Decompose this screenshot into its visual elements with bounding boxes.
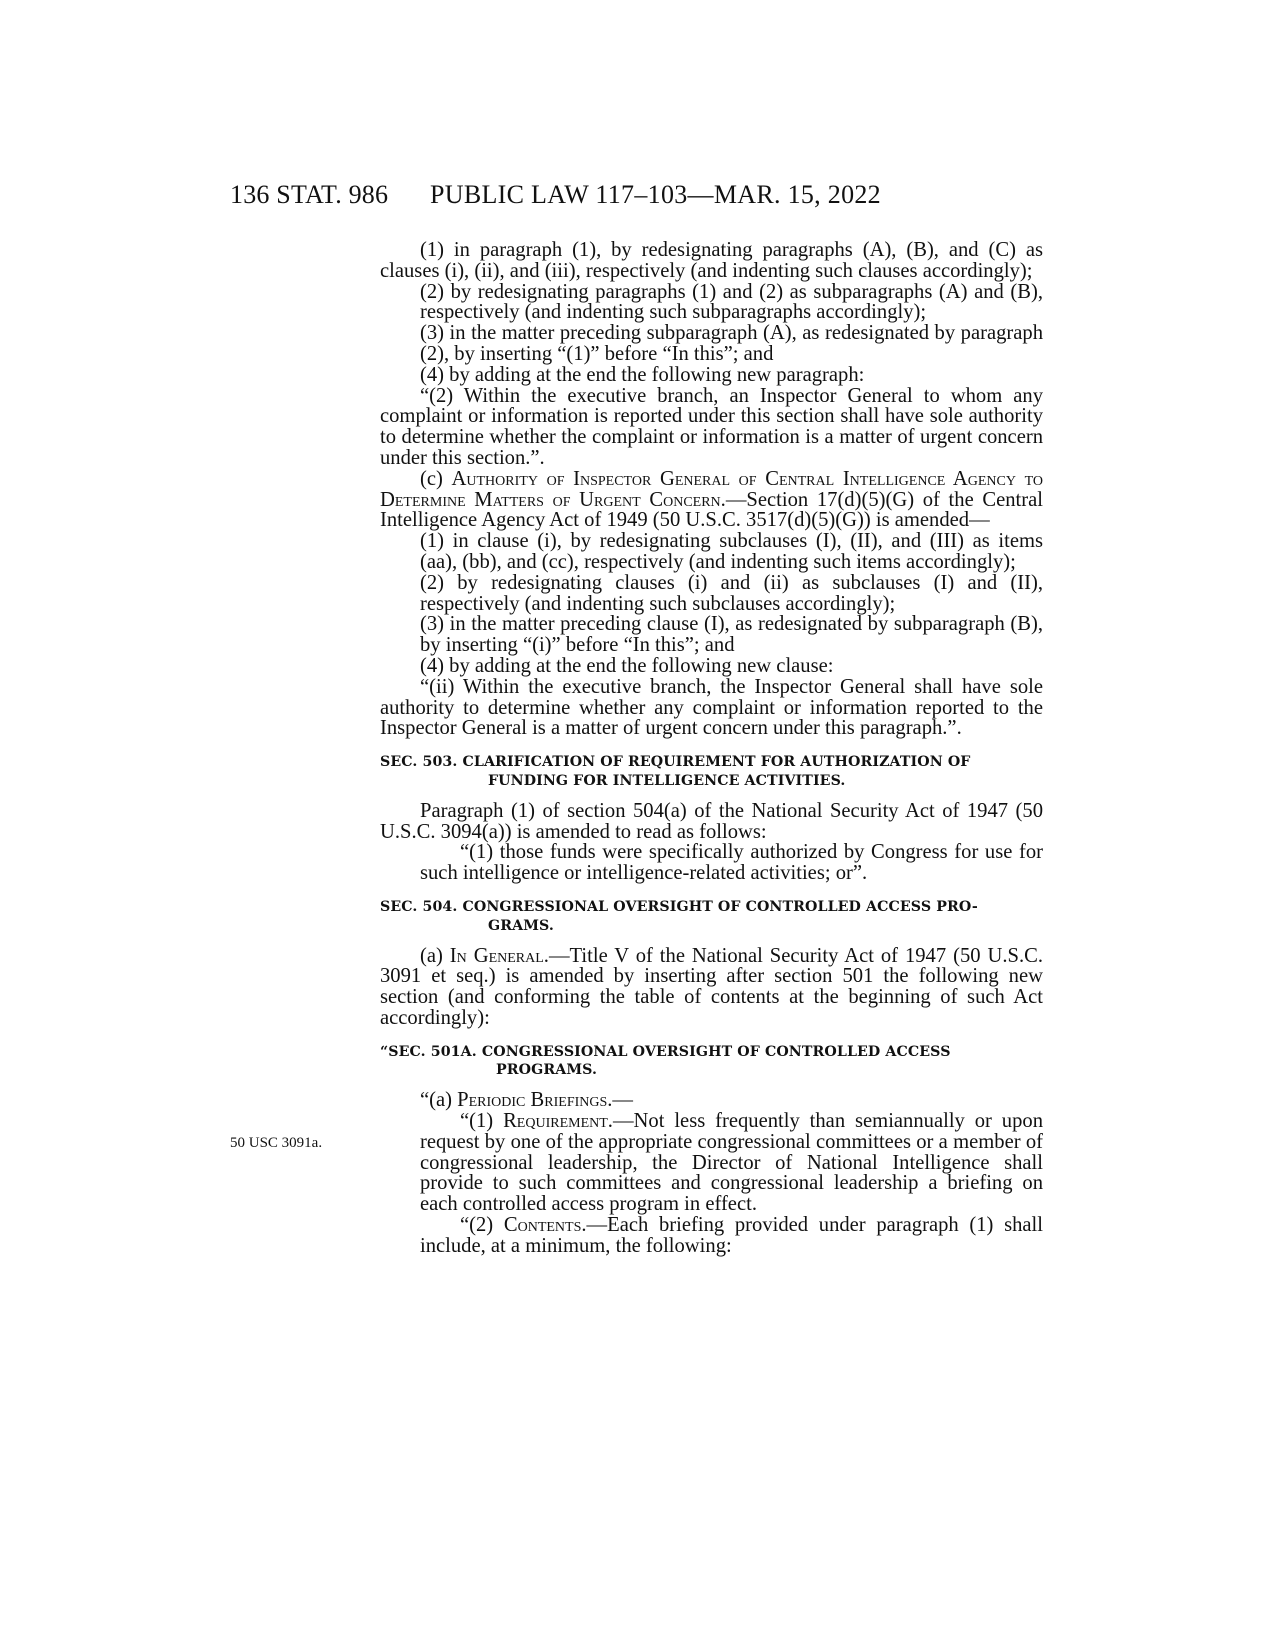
section-501a-heading-line-2: PROGRAMS. [496, 1062, 598, 1079]
section-504-subsection-a-heading: In General. [449, 944, 549, 967]
section-504-heading-line-2: GRAMS. [488, 917, 554, 934]
requirement-paragraph [380, 1111, 1043, 1215]
page-header [0, 180, 1275, 220]
quoted-new-clause-ii: “(ii) Within the executive branch, the Inspector General shall have sole authority to determine whether any complaint or information reported to the Inspector General is a matter of urgent concern under this paragraph.”. [380, 675, 1043, 740]
amendment-paragraph-1: (1) in paragraph (1), by redesignating paragraphs (A), (B), and (C) as clauses (i), (ii), and (iii), respectively (and indenting such clauses accordingly); [380, 239, 1043, 282]
contents-text: —Each briefing provided under paragraph (1) shall include, at a minimum, the following: [420, 1214, 1043, 1257]
section-503-text: Paragraph (1) of section 504(a) of the National Security Act of 1947 (50 U.S.C. 3094(a)) is amended to read as follows: [380, 799, 1043, 843]
section-501a-heading-line-1: “SEC. 501A. CONGRESSIONAL OVERSIGHT OF CONTROLLED ACCESS [380, 1043, 951, 1060]
requirement-prefix: “(1) [460, 1110, 504, 1133]
statute-body [380, 240, 1043, 1257]
subsection-c-item-1-text: (1) in clause (i), by redesignating subclauses (I), (II), and (III) as items (aa), (bb), and (cc), respectively (and indenting such items accordingly); [420, 530, 1043, 573]
section-504-heading-line-1: SEC. 504. CONGRESSIONAL OVERSIGHT OF CONTROLLED ACCESS PRO- [380, 898, 978, 915]
amendment-paragraph-4 [380, 365, 1043, 386]
contents-paragraph [380, 1215, 1043, 1257]
periodic-briefings-title: Periodic Briefings. [457, 1089, 613, 1112]
amendment-paragraph-4-text: (4) by adding at the end the following new paragraph: [420, 363, 865, 386]
subsection-c-item-3 [380, 614, 1043, 656]
section-503-heading [380, 753, 1043, 791]
subsection-c-item-3-text: (3) in the matter preceding clause (I), as redesignated by subparagraph (B), by inserting “(i)” before “In this”; and [420, 613, 1043, 657]
periodic-briefings-heading [380, 1090, 1043, 1111]
margin-citation: 50 USC 3091a. [230, 1135, 323, 1151]
periodic-briefings-prefix: “(a) [420, 1089, 458, 1112]
section-503-quoted-text: “(1) those funds were specifically authorized by Congress for use for such intelligence or intelligence-related activities; or”. [420, 841, 1043, 885]
section-504-subsection-a [380, 946, 1043, 1029]
section-504-subsection-a-text: —Title V of the National Security Act of 1947 (50 U.S.C. 3091 et seq.) is amended by inserting after section 501 the following new section (and conforming the table of contents at the beginning of such Act accordingly): [380, 944, 1043, 1029]
section-501a-heading [380, 1043, 1043, 1081]
subsection-c [380, 469, 1043, 531]
amendment-paragraph-2 [380, 282, 1043, 324]
contents-prefix: “(2) [460, 1214, 504, 1237]
subsection-c-item-2-text: (2) by redesignating clauses (i) and (ii) as subclauses (I) and (II), respectively (and indenting such subclauses accordingly); [420, 571, 1043, 615]
subsection-c-item-4 [380, 656, 1043, 677]
section-504-subsection-a-prefix: (a) [420, 944, 450, 967]
subsection-c-text: —Section 17(d)(5)(G) of the Central Intelligence Agency Act of 1949 (50 U.S.C. 3517(d)(5)(G)) is amended— [380, 488, 1043, 532]
amendment-paragraph-3-text: (3) in the matter preceding subparagraph (A), as redesignated by paragraph (2), by inserting “(1)” before “In this”; and [420, 322, 1043, 365]
subsection-c-item-1 [380, 531, 1043, 573]
section-503-heading-line-2: FUNDING FOR INTELLIGENCE ACTIVITIES. [488, 772, 846, 789]
quoted-new-paragraph-2: “(2) Within the executive branch, an Inspector General to whom any complaint or information is reported under this section shall have sole authority to determine whether the complaint or information is a matter of urgent concern under this section.”. [380, 384, 1043, 469]
amendment-paragraph-2-text: (2) by redesignating paragraphs (1) and (2) as subparagraphs (A) and (B), respectively (and indenting such subparagraphs accordingly); [420, 280, 1043, 324]
requirement-text: —Not less frequently than semiannually or upon request by one of the appropriate congressional committees or a member of congressional leadership, the Director of National Intelligence shall provide to such committees and congressional leadership a briefing on each controlled access program in effect. [420, 1110, 1043, 1216]
stat-page-number: 136 STAT. 986 [230, 180, 389, 209]
contents-heading: Contents. [503, 1214, 587, 1237]
requirement-heading: Requirement. [503, 1110, 613, 1133]
subsection-c-heading: Authority of Inspector General of Central Intelligence Agency to Determine Matters of Urgent Concern. [380, 467, 1043, 511]
subsection-c-item-4-text: (4) by adding at the end the following new clause: [420, 654, 834, 677]
amendment-paragraph-3 [380, 323, 1043, 365]
periodic-briefings-dash: — [612, 1089, 634, 1112]
section-504-heading [380, 898, 1043, 936]
subsection-c-prefix: (c) [420, 467, 452, 490]
public-law-title: PUBLIC LAW 117–103—MAR. 15, 2022 [430, 180, 881, 209]
section-503-heading-line-1: SEC. 503. CLARIFICATION OF REQUIREMENT FOR AUTHORIZATION OF [380, 754, 971, 771]
subsection-c-item-2 [380, 573, 1043, 615]
